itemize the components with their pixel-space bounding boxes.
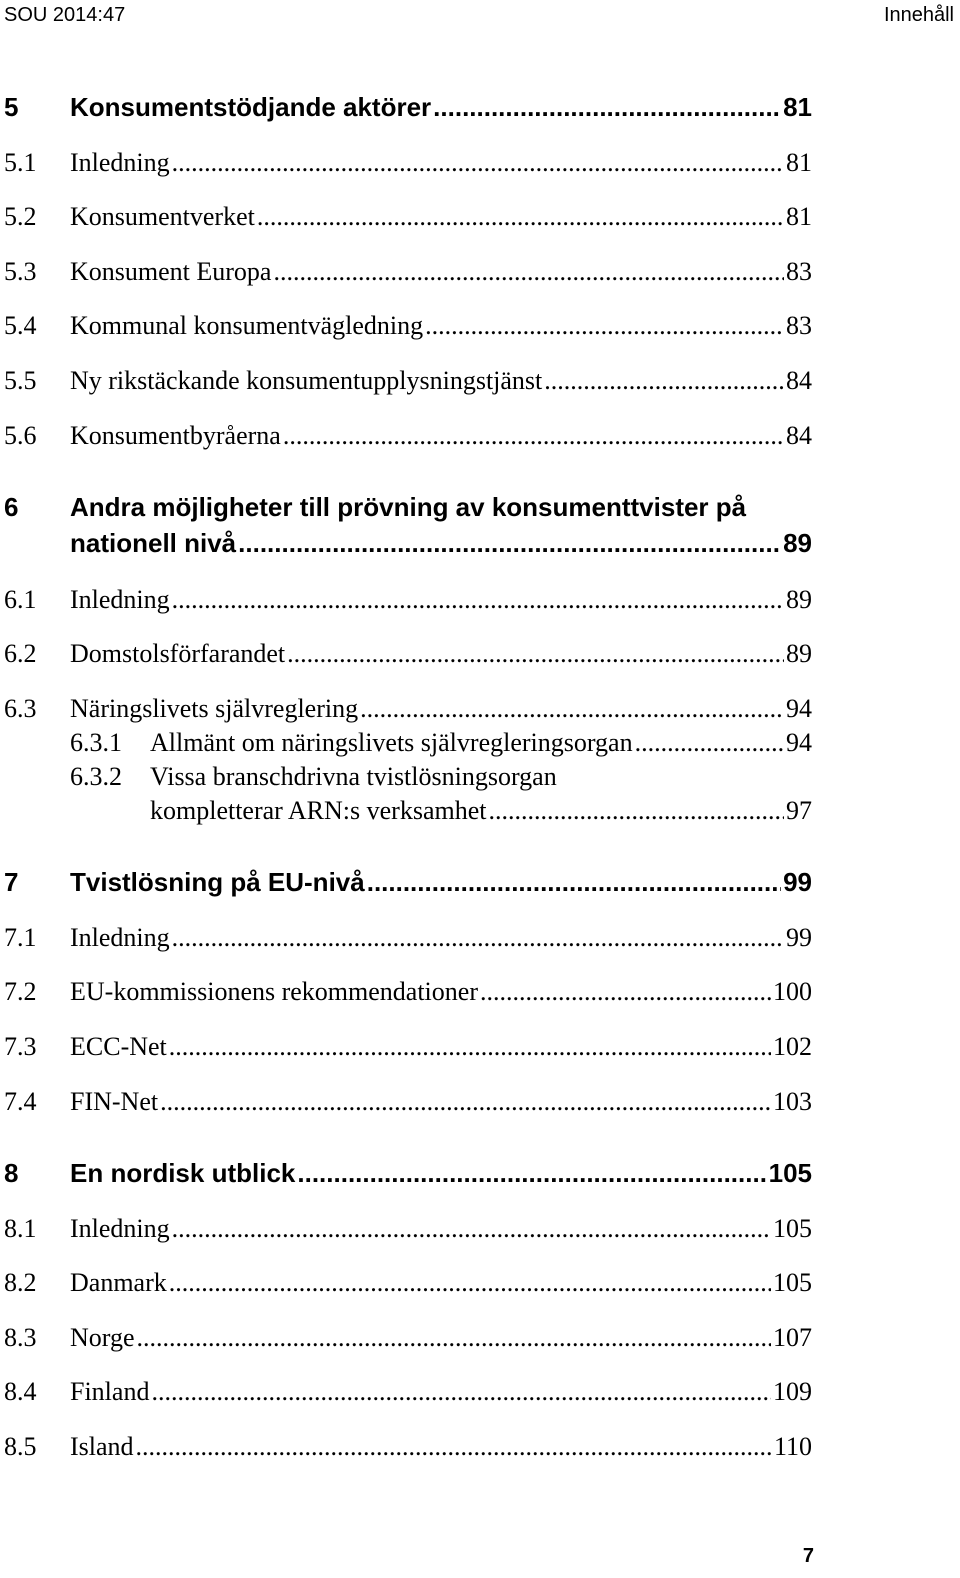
toc-title: Domstolsförfarandet [70,639,286,668]
toc-title: Finland [70,1377,150,1406]
toc-title: Island [70,1432,134,1461]
toc-page: 102 [773,1032,812,1061]
toc-title: En nordisk utblick [70,1158,296,1188]
toc-chapter-5[interactable] [0,92,812,123]
toc-leader [287,639,784,669]
toc-page: 109 [773,1377,812,1406]
toc-title: Näringslivets självreglering [70,694,359,723]
toc-chapter-8[interactable] [0,1158,812,1189]
toc-title: Konsumentverket [70,202,255,231]
toc-page: 84 [786,421,812,450]
toc-title: Konsument Europa [70,257,272,286]
toc-title: ECC-Net [70,1032,167,1061]
toc-section[interactable] [0,311,812,341]
toc-leader [160,1087,771,1117]
toc-section[interactable] [0,694,812,724]
toc-subsection[interactable] [0,762,812,792]
toc-leader [635,728,784,758]
toc-page: 81 [786,202,812,231]
toc-title: Tvistlösning på EU-nivå [70,867,365,897]
toc-section[interactable] [0,1377,812,1407]
toc-leader [297,1158,766,1189]
toc-number: 5.2 [4,202,37,231]
toc-number: 6.3.2 [70,762,122,791]
toc-page: 83 [786,311,812,340]
toc-section[interactable] [0,977,812,1007]
toc-leader [172,1214,771,1244]
toc-chapter-6-continued[interactable] [70,528,812,559]
toc-title: Vissa branschdrivna tvistlösningsorgan [150,762,557,791]
toc-number: 5.5 [4,366,37,395]
toc-page: 89 [783,528,812,558]
toc-title: Inledning [70,1214,170,1243]
toc-number: 8 [4,1158,19,1188]
toc-leader [360,694,784,724]
toc-leader [544,366,784,396]
toc-number: 6.3.1 [70,728,122,757]
toc-leader [172,148,784,178]
toc-number: 5.6 [4,421,37,450]
toc-number: 7.1 [4,923,37,952]
toc-leader [433,92,781,123]
running-header-left: SOU 2014:47 [4,4,126,26]
toc-number: 6 [4,492,19,522]
toc-number: 5.4 [4,311,37,340]
toc-section[interactable] [0,923,812,953]
toc-page: 89 [786,585,812,614]
toc-section[interactable] [0,421,812,451]
toc-title: Norge [70,1323,135,1352]
toc-title: Danmark [70,1268,167,1297]
toc-section[interactable] [0,1214,812,1244]
toc-section[interactable] [0,1032,812,1062]
toc-chapter-6[interactable] [0,492,812,523]
toc-title: Inledning [70,148,170,177]
toc-page: 110 [773,1432,812,1461]
toc-number: 8.1 [4,1214,37,1243]
toc-title-continued: kompletterar ARN:s verksamhet [150,796,487,825]
toc-title: Inledning [70,585,170,614]
toc-leader [283,421,784,451]
toc-page: 81 [783,92,812,122]
toc-leader [172,585,784,615]
toc-page: 100 [773,977,812,1006]
toc-title: Inledning [70,923,170,952]
toc-page: 84 [786,366,812,395]
toc-leader [273,257,784,287]
running-header-right: Innehåll [883,4,954,26]
toc-section[interactable] [0,257,812,287]
toc-leader [367,867,781,898]
toc-number: 7.2 [4,977,37,1006]
toc-page: 105 [773,1268,812,1297]
toc-section[interactable] [0,585,812,615]
toc-page: 81 [786,148,812,177]
toc-page: 94 [786,694,812,723]
toc-number: 8.2 [4,1268,37,1297]
toc-section[interactable] [0,148,812,178]
toc-number: 5.3 [4,257,37,286]
toc-title: EU-kommissionens rekommendationer [70,977,478,1006]
toc-title: Konsumentstödjande aktörer [70,92,432,122]
toc-leader [488,796,784,826]
toc-leader [169,1032,771,1062]
toc-number: 8.3 [4,1323,37,1352]
toc-subsection[interactable] [0,728,812,758]
page-number: 7 [802,1545,814,1567]
toc-title: Kommunal konsumentvägledning [70,311,424,340]
toc-page: 94 [786,728,812,757]
toc-section[interactable] [0,639,812,669]
toc-number: 6.2 [4,639,37,668]
toc-leader [480,977,771,1007]
toc-chapter-7[interactable] [0,867,812,898]
toc-number: 7 [4,867,19,897]
toc-leader [169,1268,771,1298]
toc-page: 83 [786,257,812,286]
toc-leader [172,923,784,953]
toc-title: Andra möjligheter till prövning av konsumenttvister på [70,492,747,522]
toc-title: FIN-Net [70,1087,159,1116]
toc-page: 107 [773,1323,812,1352]
toc-page: 105 [768,1158,812,1188]
toc-section[interactable] [0,1432,812,1462]
toc-number: 6.3 [4,694,37,723]
toc-page: 97 [786,796,812,825]
toc-page: 99 [786,923,812,952]
toc-page: 89 [786,639,812,668]
toc-leader [238,528,781,559]
toc-title: Allmänt om näringslivets självregleringsorgan [150,728,633,757]
toc-leader [425,311,784,341]
toc-number: 6.1 [4,585,37,614]
toc-section[interactable] [0,366,812,396]
toc-number: 5.1 [4,148,37,177]
toc-number: 8.4 [4,1377,37,1406]
toc-section[interactable] [0,1087,812,1117]
toc-page: 105 [773,1214,812,1243]
toc-title: Ny rikstäckande konsumentupplysningstjänst [70,366,543,395]
toc-leader [137,1323,771,1353]
toc-section[interactable] [0,1323,812,1353]
toc-leader [136,1432,772,1462]
toc-number: 7.4 [4,1087,37,1116]
toc-title: Konsumentbyråerna [70,421,281,450]
toc-number: 5 [4,92,19,122]
toc-section[interactable] [0,1268,812,1298]
toc-section[interactable] [0,202,812,232]
toc-title-continued: nationell nivå [70,528,237,558]
toc-leader [151,1377,771,1407]
toc-leader [257,202,784,232]
toc-subsection-continued[interactable] [150,796,812,826]
toc-number: 8.5 [4,1432,37,1461]
toc-page: 99 [783,867,812,897]
toc-page: 103 [773,1087,812,1116]
toc-number: 7.3 [4,1032,37,1061]
